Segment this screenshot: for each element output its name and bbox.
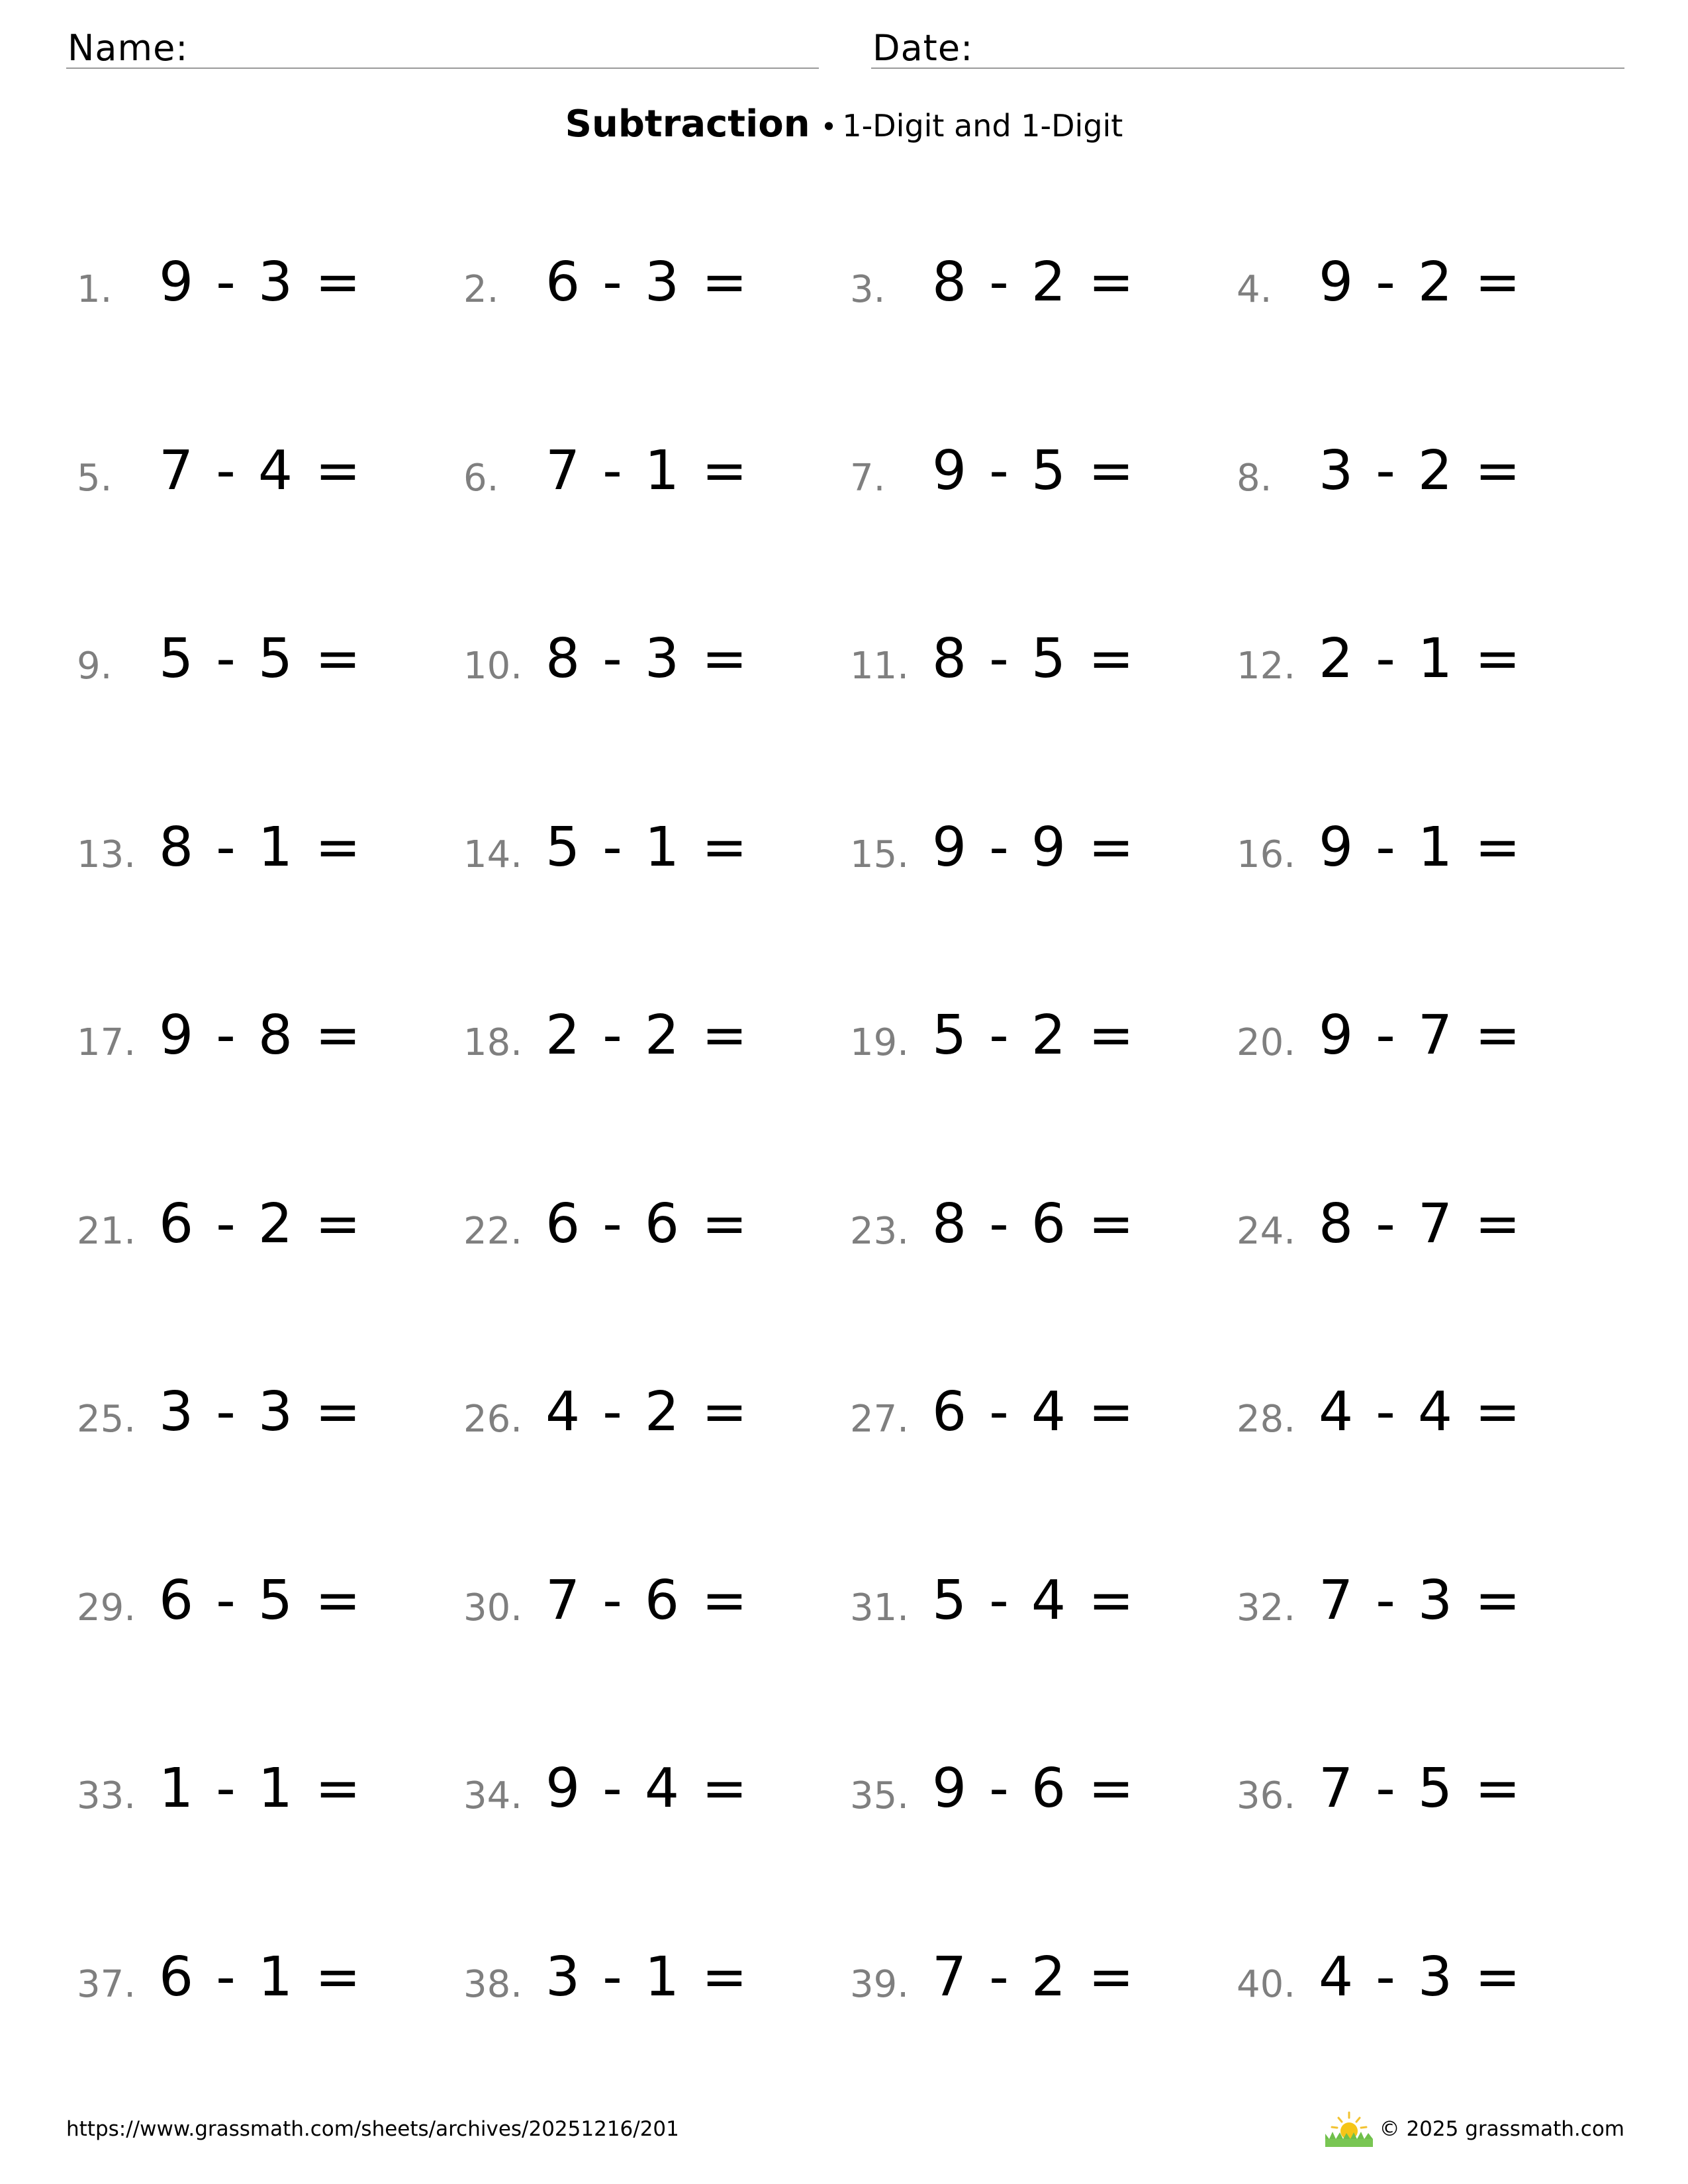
date-label: Date: — [872, 27, 974, 69]
problem-expression: 3 - 3 = — [159, 1381, 363, 1443]
problem-number: 23. — [850, 1210, 910, 1253]
problem-number: 34. — [463, 1774, 523, 1817]
problem-number: 40. — [1237, 1963, 1296, 2006]
problem-expression: 7 - 4 = — [159, 439, 363, 502]
problem-expression: 8 - 1 = — [159, 816, 363, 879]
date-field[interactable] — [871, 19, 1624, 69]
problem-expression: 4 - 2 = — [545, 1381, 750, 1443]
problem-number: 13. — [77, 833, 136, 876]
problem-expression: 7 - 5 = — [1319, 1757, 1523, 1820]
problem-number: 5. — [77, 457, 113, 500]
problem-number: 33. — [77, 1774, 136, 1817]
worksheet-title — [0, 103, 1688, 146]
problem-number: 28. — [1237, 1398, 1296, 1441]
problem-expression: 9 - 5 = — [932, 439, 1137, 502]
problem-expression: 2 - 2 = — [545, 1004, 750, 1067]
problem-expression: 5 - 2 = — [932, 1004, 1137, 1067]
problem-expression: 4 - 4 = — [1319, 1381, 1523, 1443]
problem-expression: 9 - 8 = — [159, 1004, 363, 1067]
sun-over-grass-icon — [1324, 2110, 1374, 2147]
problem-expression: 8 - 7 = — [1319, 1193, 1523, 1255]
problem-number: 24. — [1237, 1210, 1296, 1253]
problem-number: 16. — [1237, 833, 1296, 876]
problem-number: 31. — [850, 1586, 910, 1629]
title-subtitle: 1-Digit and 1-Digit — [842, 108, 1123, 144]
title-separator: • — [820, 111, 837, 143]
problem-expression: 7 - 6 = — [545, 1569, 750, 1632]
problem-number: 29. — [77, 1586, 136, 1629]
footer-branding — [1324, 2110, 1624, 2147]
copyright-text: © 2025 grassmath.com — [1379, 2117, 1624, 2141]
footer-url: https://www.grassmath.com/sheets/archives/20251216/201 — [66, 2117, 679, 2141]
problem-number: 8. — [1237, 457, 1272, 500]
problem-number: 15. — [850, 833, 910, 876]
problem-number: 36. — [1237, 1774, 1296, 1817]
problem-number: 4. — [1237, 268, 1272, 311]
problem-expression: 9 - 9 = — [932, 816, 1137, 879]
problem-number: 9. — [77, 645, 113, 688]
problem-expression: 9 - 4 = — [545, 1757, 750, 1820]
problem-expression: 1 - 1 = — [159, 1757, 363, 1820]
problem-number: 25. — [77, 1398, 136, 1441]
problem-expression: 9 - 3 = — [159, 251, 363, 314]
title-main: Subtraction — [565, 103, 810, 146]
problem-number: 27. — [850, 1398, 910, 1441]
problem-number: 26. — [463, 1398, 523, 1441]
problem-number: 14. — [463, 833, 523, 876]
problem-expression: 7 - 2 = — [932, 1946, 1137, 2009]
problem-number: 7. — [850, 457, 886, 500]
problem-number: 18. — [463, 1021, 523, 1064]
problem-number: 20. — [1237, 1021, 1296, 1064]
problem-number: 10. — [463, 645, 523, 688]
problem-number: 37. — [77, 1963, 136, 2006]
problem-expression: 6 - 6 = — [545, 1193, 750, 1255]
problem-expression: 4 - 3 = — [1319, 1946, 1523, 2009]
problem-expression: 7 - 1 = — [545, 439, 750, 502]
problem-expression: 6 - 5 = — [159, 1569, 363, 1632]
problem-number: 32. — [1237, 1586, 1296, 1629]
problem-expression: 9 - 6 = — [932, 1757, 1137, 1820]
problem-number: 12. — [1237, 645, 1296, 688]
problem-expression: 8 - 5 = — [932, 627, 1137, 690]
problem-number: 1. — [77, 268, 113, 311]
problem-expression: 3 - 2 = — [1319, 439, 1523, 502]
problem-expression: 8 - 3 = — [545, 627, 750, 690]
problem-expression: 9 - 7 = — [1319, 1004, 1523, 1067]
name-field[interactable] — [66, 19, 819, 69]
problem-number: 22. — [463, 1210, 523, 1253]
problem-expression: 8 - 6 = — [932, 1193, 1137, 1255]
problem-expression: 7 - 3 = — [1319, 1569, 1523, 1632]
problem-expression: 5 - 4 = — [932, 1569, 1137, 1632]
problem-number: 30. — [463, 1586, 523, 1629]
problem-number: 35. — [850, 1774, 910, 1817]
problem-expression: 8 - 2 = — [932, 251, 1137, 314]
problem-number: 17. — [77, 1021, 136, 1064]
problem-number: 3. — [850, 268, 886, 311]
problem-expression: 5 - 5 = — [159, 627, 363, 690]
problem-expression: 5 - 1 = — [545, 816, 750, 879]
problem-number: 2. — [463, 268, 499, 311]
problem-expression: 9 - 1 = — [1319, 816, 1523, 879]
problem-expression: 6 - 1 = — [159, 1946, 363, 2009]
problem-number: 11. — [850, 645, 910, 688]
problem-number: 21. — [77, 1210, 136, 1253]
problem-number: 19. — [850, 1021, 910, 1064]
problem-expression: 6 - 4 = — [932, 1381, 1137, 1443]
name-label: Name: — [68, 27, 189, 69]
problem-expression: 6 - 3 = — [545, 251, 750, 314]
problem-expression: 9 - 2 = — [1319, 251, 1523, 314]
problem-expression: 6 - 2 = — [159, 1193, 363, 1255]
problem-number: 6. — [463, 457, 499, 500]
problem-expression: 3 - 1 = — [545, 1946, 750, 2009]
problem-expression: 2 - 1 = — [1319, 627, 1523, 690]
problem-number: 38. — [463, 1963, 523, 2006]
problem-number: 39. — [850, 1963, 910, 2006]
